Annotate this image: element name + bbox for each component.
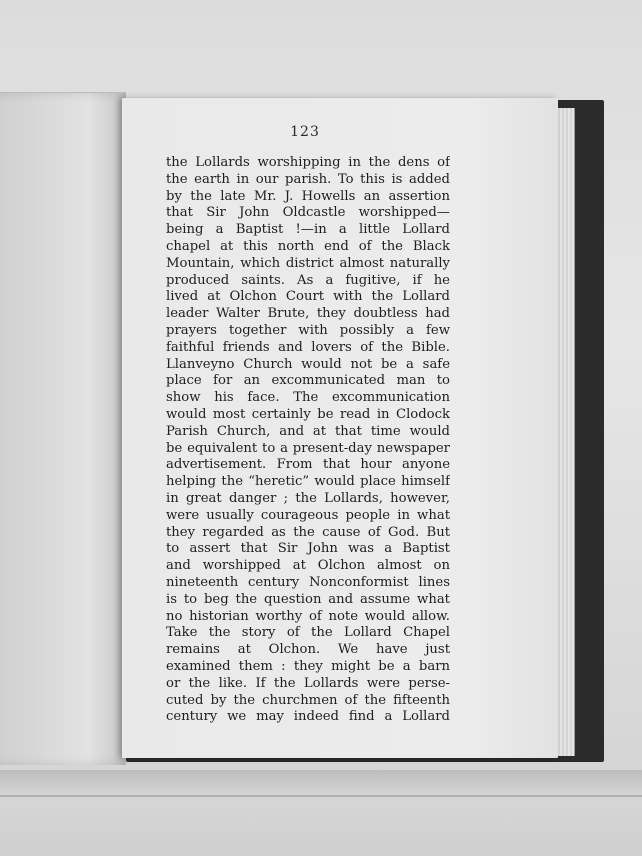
text-line: leader Walter Brute, they doubtless had [166, 306, 450, 322]
text-line: chapel at this north end of the Black [166, 238, 450, 254]
text-line: Mountain, which district almost naturally [166, 255, 450, 271]
text-line: would most certainly be read in Clodock [166, 406, 450, 422]
text-line: and worshipped at Olchon almost on [166, 558, 450, 574]
text-line: nineteenth century Nonconformist lines [166, 574, 450, 590]
text-line: being a Baptist !—in a little Lollard [166, 222, 450, 238]
page-number: 123 [290, 124, 320, 140]
text-line: they regarded as the cause of God. But [166, 524, 450, 540]
text-line: faithful friends and lovers of the Bible. [166, 339, 450, 355]
text-line: Take the story of the Lollard Chapel [166, 625, 450, 641]
left-page [0, 92, 126, 765]
text-line: advertisement. From that hour anyone [166, 457, 450, 473]
text-line: were usually courageous people in what [166, 507, 450, 523]
text-line: prayers together with possibly a few [166, 322, 450, 338]
text-line: Parish Church, and at that time would [166, 423, 450, 439]
table-seam [0, 795, 642, 797]
text-line: remains at Olchon. We have just [166, 642, 450, 658]
body-text [166, 155, 450, 726]
text-line: be equivalent to a present-day newspaper [166, 440, 450, 456]
text-line: that Sir John Oldcastle worshipped— [166, 205, 450, 221]
text-line: examined them : they might be a barn [166, 658, 450, 674]
text-line: the earth in our parish. To this is added [166, 171, 450, 187]
text-line: or the like. If the Lollards were perse- [166, 675, 450, 691]
text-line: Llanveyno Church would not be a safe [166, 356, 450, 372]
text-line: produced saints. As a fugitive, if he [166, 272, 450, 288]
text-line: to assert that Sir John was a Baptist [166, 541, 450, 557]
text-line: place for an excommunicated man to [166, 373, 450, 389]
text-line: by the late Mr. J. Howells an assertion [166, 188, 450, 204]
text-line: lived at Olchon Court with the Lollard [166, 289, 450, 305]
table-surface [0, 770, 642, 856]
text-line: in great danger ; the Lollards, however, [166, 490, 450, 506]
text-line: show his face. The excommunication [166, 390, 450, 406]
text-line: the Lollards worshipping in the dens of [166, 155, 450, 170]
text-line: is to beg the question and assume what [166, 591, 450, 607]
text-line: no historian worthy of note would allow. [166, 608, 450, 624]
text-line: cuted by the churchmen of the fifteenth [166, 692, 450, 708]
text-line: helping the “heretic” would place himself [166, 474, 450, 490]
text-line: century we may indeed find a Lollard [166, 709, 450, 725]
